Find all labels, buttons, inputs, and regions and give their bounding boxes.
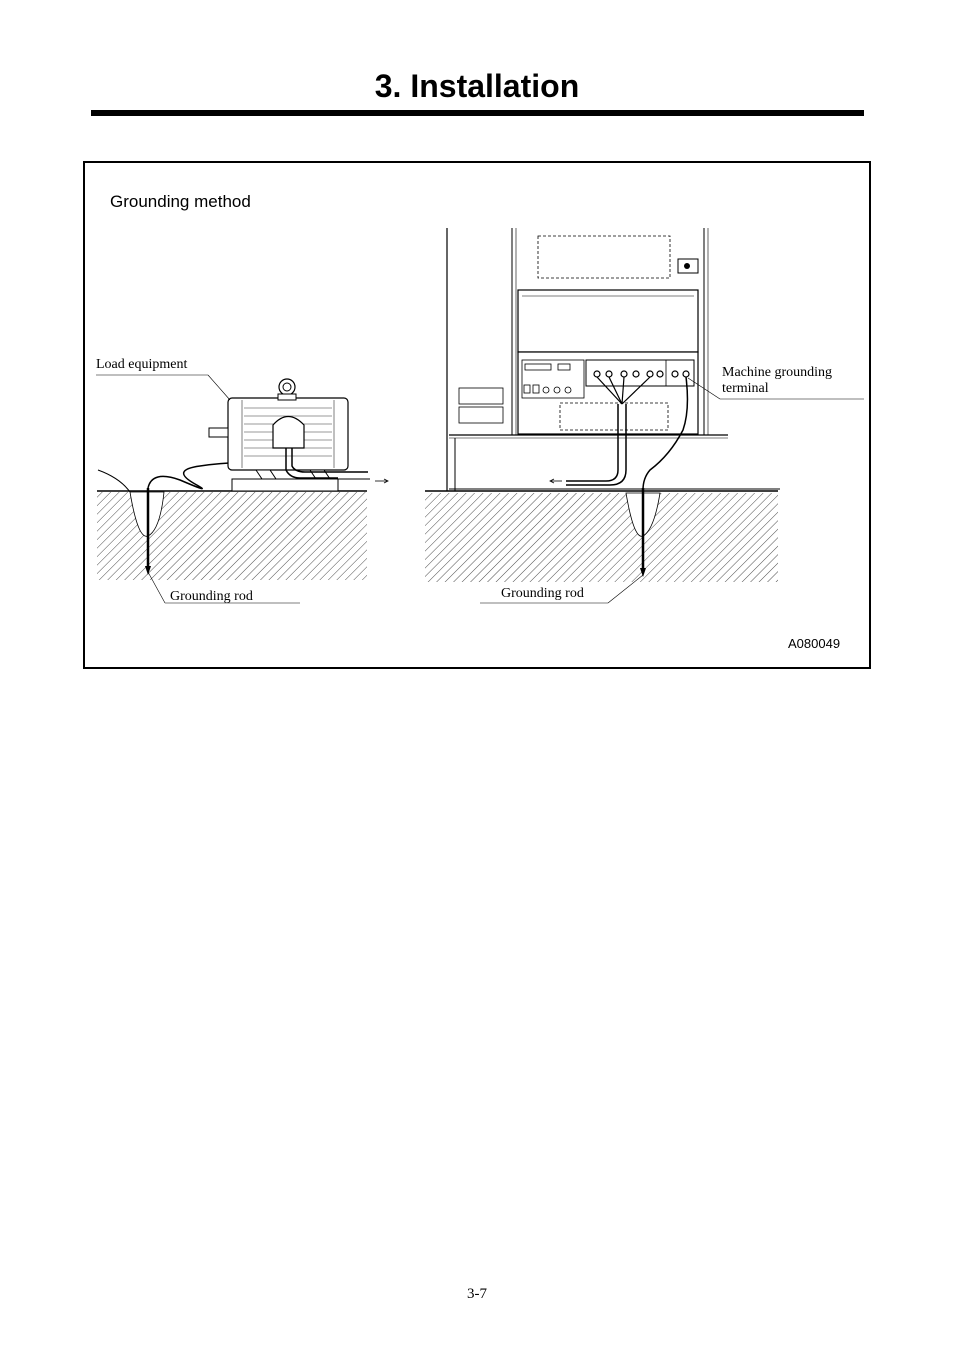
label-load-equipment: Load equipment: [96, 357, 188, 372]
label-grounding-rod-left: Grounding rod: [170, 589, 253, 604]
label-machine-grounding-terminal-line2: terminal: [722, 381, 769, 396]
right-ground-section: [425, 491, 778, 582]
label-grounding-rod-right: Grounding rod: [501, 586, 584, 601]
motor-body: [209, 379, 368, 479]
left-ground-section: [97, 491, 367, 580]
label-machine-grounding-terminal-line1: Machine grounding: [722, 365, 833, 380]
page-title: 3. Installation: [374, 68, 580, 104]
page-number: 3-7: [467, 1286, 487, 1302]
figure-id: A080049: [788, 636, 841, 651]
machine-cabinet: [447, 228, 780, 491]
motor-base: [232, 479, 388, 491]
figure-caption: Grounding method: [110, 192, 251, 211]
